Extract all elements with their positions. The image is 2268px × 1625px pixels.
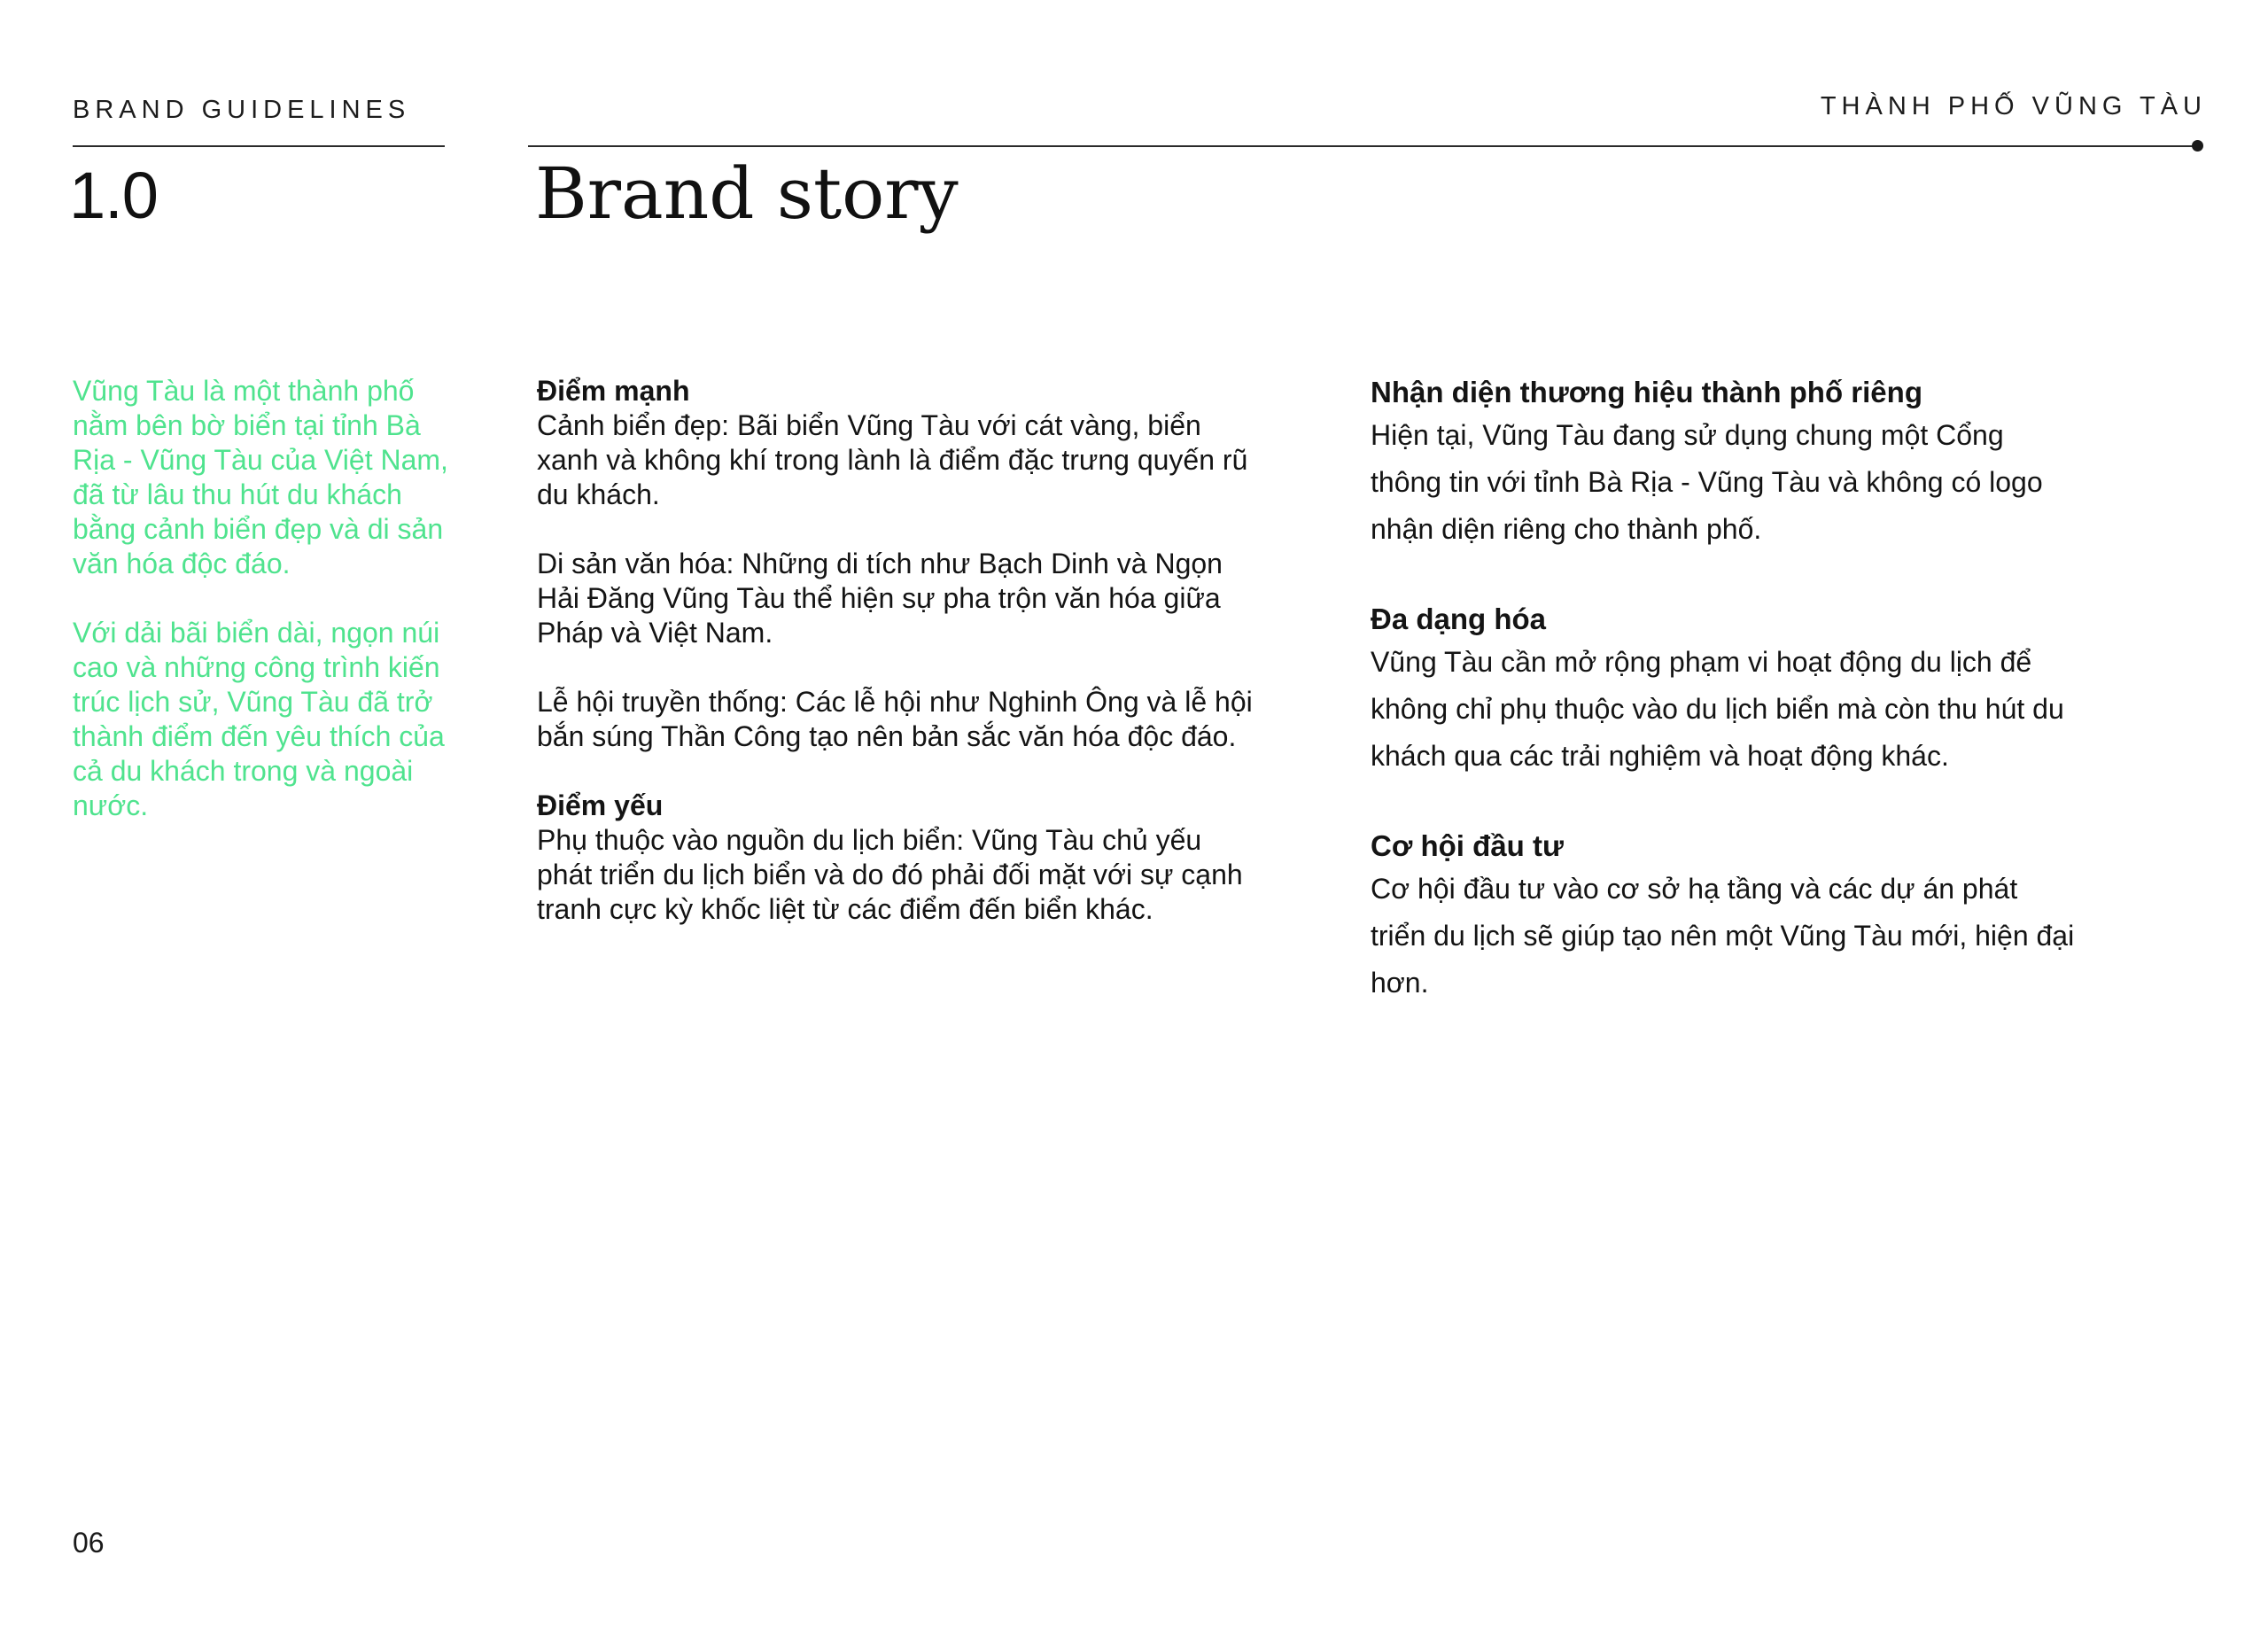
strengths-weaknesses-column — [537, 374, 1263, 961]
intro-paragraph: Với dải bãi biển dài, ngọn núi cao và những công trình kiến trúc lịch sử, Vũng Tàu đã trở thành điểm đến yêu thích của cả du khách trong và ngoài nước. — [73, 617, 445, 821]
strength-item: Di sản văn hóa: Những di tích như Bạch Dinh và Ngọn Hải Đăng Vũng Tàu thể hiện sự pha trộn văn hóa giữa Pháp và Việt Nam. — [537, 548, 1223, 649]
strength-item: Cảnh biển đẹp: Bãi biển Vũng Tàu với cát vàng, biển xanh và không khí trong lành là điểm đặc trưng quyến rũ du khách. — [537, 409, 1248, 510]
city-name-label: THÀNH PHỐ VŨNG TÀU — [1820, 92, 2207, 121]
weakness-item: Phụ thuộc vào nguồn du lịch biển: Vũng Tàu chủ yếu phát triển du lịch biển và do đó phải đối mặt với sự cạnh tranh cực kỳ khốc liệt từ các điểm đến biển khác. — [537, 824, 1243, 925]
header-divider-left — [73, 145, 445, 147]
header-divider-right — [528, 145, 2199, 147]
section-text: Vũng Tàu cần mở rộng phạm vi hoạt động du lịch để không chỉ phụ thuộc vào du lịch biển mà còn thu hút du khách qua các trải nghiệm và hoạt động khác. — [1371, 646, 2064, 772]
section-number: 1.0 — [69, 159, 158, 232]
opportunities-column — [1371, 372, 2079, 1053]
page-number: 06 — [73, 1527, 105, 1559]
weaknesses-heading: Điểm yếu — [537, 789, 664, 821]
page-title: Brand story — [535, 152, 959, 235]
intro-paragraph: Vũng Tàu là một thành phố nằm bên bờ biển tại tỉnh Bà Rịa - Vũng Tàu của Việt Nam, đã từ lâu thu hút du khách bằng cảnh biển đẹp và di sản văn hóa độc đáo. — [73, 375, 448, 579]
divider-end-dot — [2192, 140, 2203, 152]
brand-guidelines-label: BRAND GUIDELINES — [73, 96, 411, 124]
section-text: Hiện tại, Vũng Tàu đang sử dụng chung một Cổng thông tin với tỉnh Bà Rịa - Vũng Tàu và không có logo nhận diện riêng cho thành phố. — [1371, 419, 2043, 545]
intro-column — [73, 374, 454, 858]
strength-item: Lễ hội truyền thống: Các lễ hội như Nghinh Ông và lễ hội bắn súng Thần Công tạo nên bản sắc văn hóa độc đáo. — [537, 686, 1253, 752]
section-heading: Cơ hội đầu tư — [1371, 829, 1564, 862]
section-heading: Nhận diện thương hiệu thành phố riêng — [1371, 376, 1922, 408]
section-heading: Đa dạng hóa — [1371, 603, 1547, 635]
section-text: Cơ hội đầu tư vào cơ sở hạ tầng và các dự án phát triển du lịch sẽ giúp tạo nên một Vũng Tàu mới, hiện đại hơn. — [1371, 873, 2075, 999]
strengths-heading: Điểm mạnh — [537, 375, 690, 407]
